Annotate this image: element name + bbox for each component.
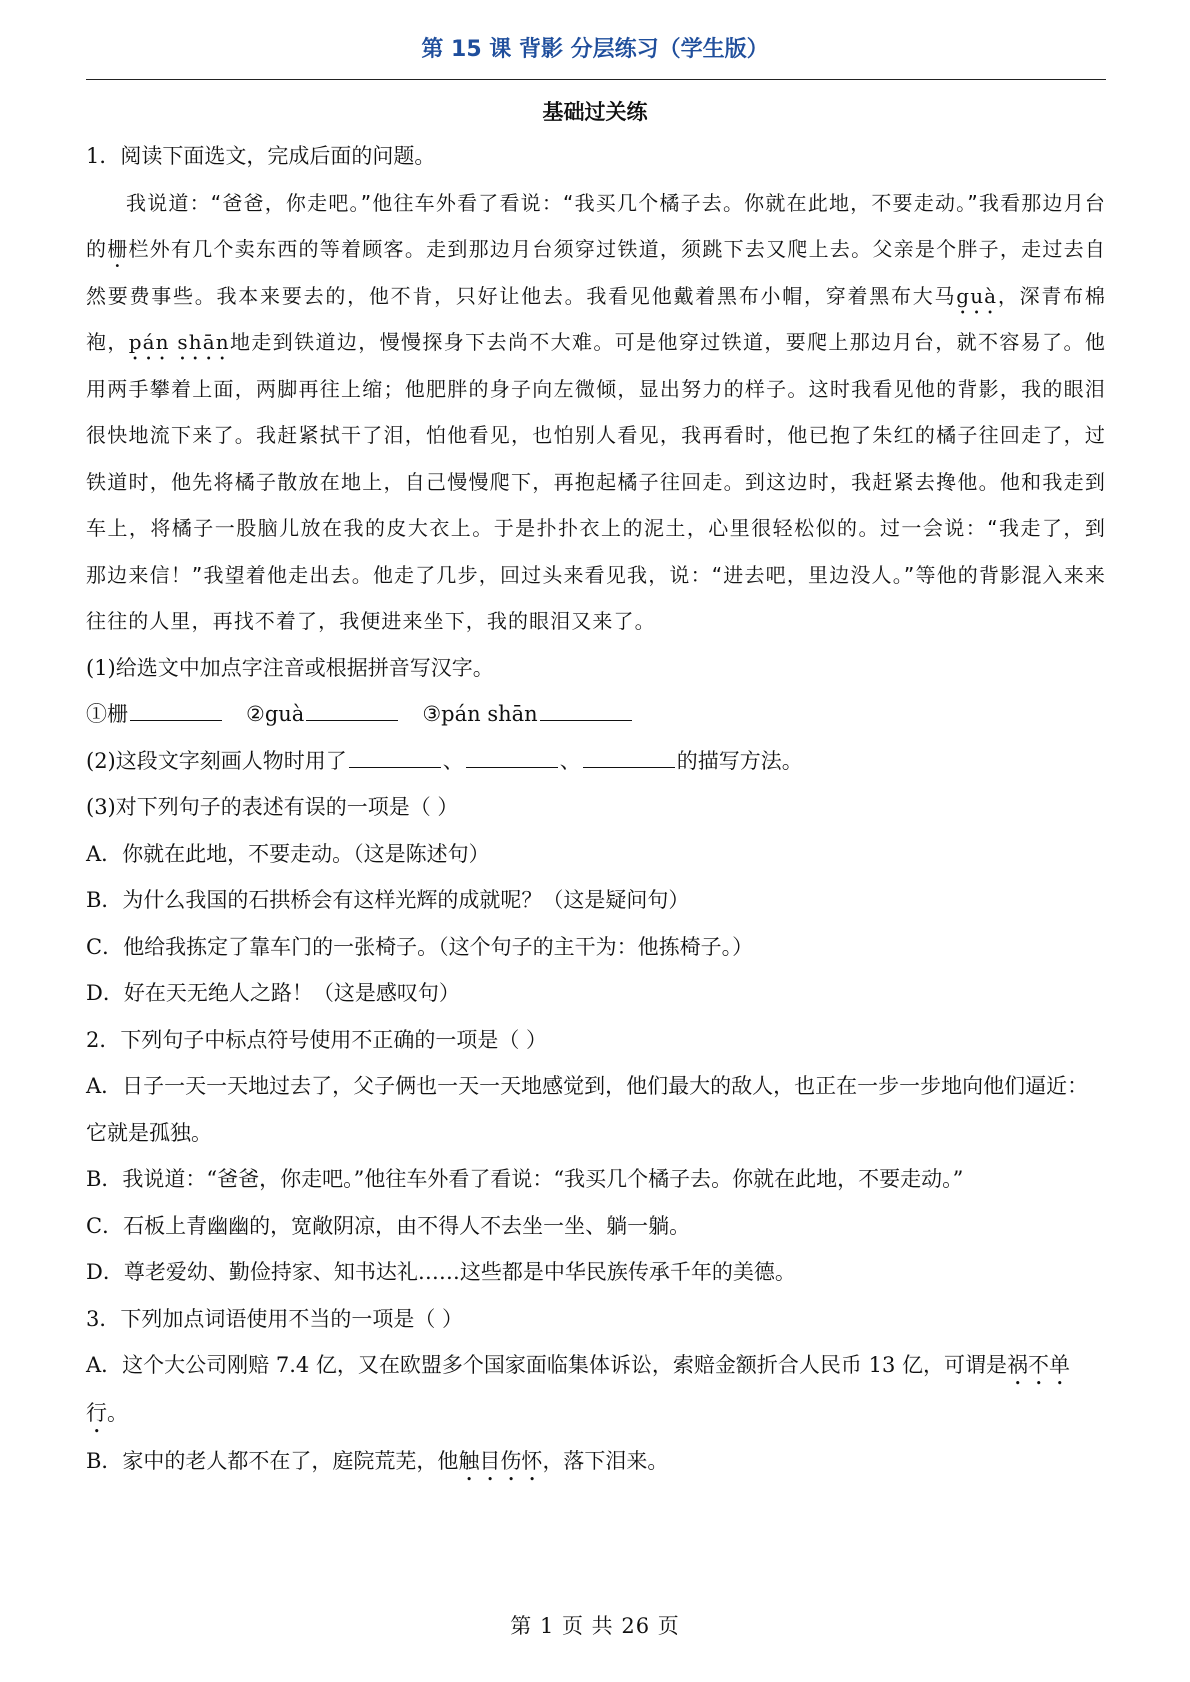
sub-question-2-suffix: 的描写方法。 (676, 748, 803, 773)
separator: 、 (442, 748, 464, 773)
item-3-label: ③pán shān (422, 702, 538, 726)
passage-text: 栏外有几个卖东西的等着顾客。走到那边月台须穿过铁道，须跳下去又爬上去。父亲是个胖子，走过去自然要费事些。我本来要去的，他不肯，只好让他去。我看见他戴着黑布小帽，穿着黑布大马 (86, 237, 1106, 308)
q1-option-d: D．好在天无绝人之路！（这是感叹句） (86, 981, 460, 1005)
q1-option-b: B．为什么我国的石拱桥会有这样光辉的成就呢？（这是疑问句） (86, 888, 690, 912)
section-title: 基础过关练 (542, 100, 648, 124)
passage-text: 我说道：“爸爸，你走吧。”他往车外看了看说：“我买几个橘子去。你就在此地，不要走动。”我看那边月台的 (86, 190, 1106, 261)
answer-blank-method-2[interactable] (466, 747, 558, 768)
question-2-stem: 2．下列句子中标点符号使用不正确的一项是（ ） (86, 1027, 548, 1052)
header-divider (86, 79, 1106, 80)
question-1-stem: 1．阅读下面选文，完成后面的问题。 (86, 144, 436, 168)
reading-passage (86, 180, 1106, 645)
dotted-char-zha: 栅 (107, 237, 129, 261)
dotted-pinyin-gua: guà (956, 283, 998, 308)
passage-text: 地走到铁道边，慢慢探身下去尚不大难。可是他穿过铁道，要爬上那边月台，就不容易了。他用两手攀着上面，两脚再往上缩；他肥胖的身子向左微倾，显出努力的样子。这时我看见他的背影，我的眼泪很快地流下来了。我赶紧拭干了泪，怕他看见，也怕别人看见，我再看时，他已抱了朱红的橘子往回走了，过铁道时，他先将橘子散放在地上，自己慢慢爬下，再抱起橘子往回走。到这边时，我赶紧去搀他。他和我走到车上，将橘子一股脑儿放在我的皮大衣上。于是扑扑衣上的泥土，心里很轻松似的。过一会说：“我走了，到那边来信！”我望着他走出去。他走了几步，回过头来看见我，说：“进去吧，里边没人。”等他的背影混入来来往往的人里，再找不着了，我便进来坐下，我的眼泪又来了。 (86, 330, 1107, 633)
q3-option-b-end: ，落下泪来。 (542, 1449, 669, 1473)
question-3-stem: 3．下列加点词语使用不当的一项是（ ） (86, 1306, 464, 1331)
q3-option-a (86, 1342, 1106, 1438)
q3-option-a-text: A．这个大公司刚赔 7.4 亿，又在欧盟多个国家面临集体诉讼，索赔金额折合人民币 13 亿，可谓是 (86, 1353, 1007, 1377)
item-1-label: ①栅 (86, 702, 128, 726)
q2-option-a: A．日子一天一天地过去了，父子俩也一天一天地感觉到，他们最大的敌人，也正在一步一步地向他们逼近：它就是孤独。 (86, 1074, 1089, 1145)
sub-question-1-prompt: (1)给选文中加点字注音或根据拼音写汉字。 (86, 655, 494, 680)
q2-option-b: B．我说道：“爸爸，你走吧。”他往车外看了看说：“我买几个橘子去。你就在此地，不要走动。” (86, 1167, 964, 1191)
q3-option-b-text: B．家中的老人都不在了，庭院荒芜，他 (86, 1449, 459, 1473)
answer-blank-method-1[interactable] (349, 747, 441, 768)
dotted-word-chumushanghuai: 触目伤怀 (458, 1449, 543, 1473)
q3-option-a-end: 。 (107, 1401, 128, 1425)
separator: 、 (559, 748, 581, 773)
q2-option-c: C．石板上青幽幽的，宽敞阴凉，由不得人不去坐一坐、躺一躺。 (86, 1213, 691, 1238)
q1-option-c: C．他给我拣定了靠车门的一张椅子。（这个句子的主干为：他拣椅子。） (86, 934, 754, 959)
sub-question-3-prompt: (3)对下列句子的表述有误的一项是（ ） (86, 795, 459, 819)
sub-question-1-items (86, 691, 1106, 738)
dotted-word-huobudanxing: 祸不单行 (86, 1353, 1070, 1425)
q3-option-b (86, 1438, 1106, 1486)
answer-blank-1[interactable] (130, 700, 222, 721)
dotted-pinyin-panshan: pán shān (128, 330, 230, 354)
answer-blank-2[interactable] (306, 700, 398, 721)
answer-blank-method-3[interactable] (583, 747, 675, 768)
sub-question-2 (86, 738, 1106, 785)
q2-option-d: D．尊老爱幼、勤俭持家、知书达礼……这些都是中华民族传承千年的美德。 (86, 1260, 796, 1284)
page-header-title: 第 15 课 背影 分层练习（学生版） (421, 37, 769, 62)
sub-question-2-prefix: (2)这段文字刻画人物时用了 (86, 748, 347, 773)
page-footer: 第 1 页 共 26 页 (510, 1614, 680, 1638)
answer-blank-3[interactable] (540, 700, 632, 721)
item-2-label: ②guà (246, 702, 305, 726)
q1-option-a: A．你就在此地，不要走动。（这是陈述句） (86, 841, 490, 866)
document-body (86, 133, 1106, 1486)
passage-text: ，深青布棉袍， (86, 283, 1107, 354)
